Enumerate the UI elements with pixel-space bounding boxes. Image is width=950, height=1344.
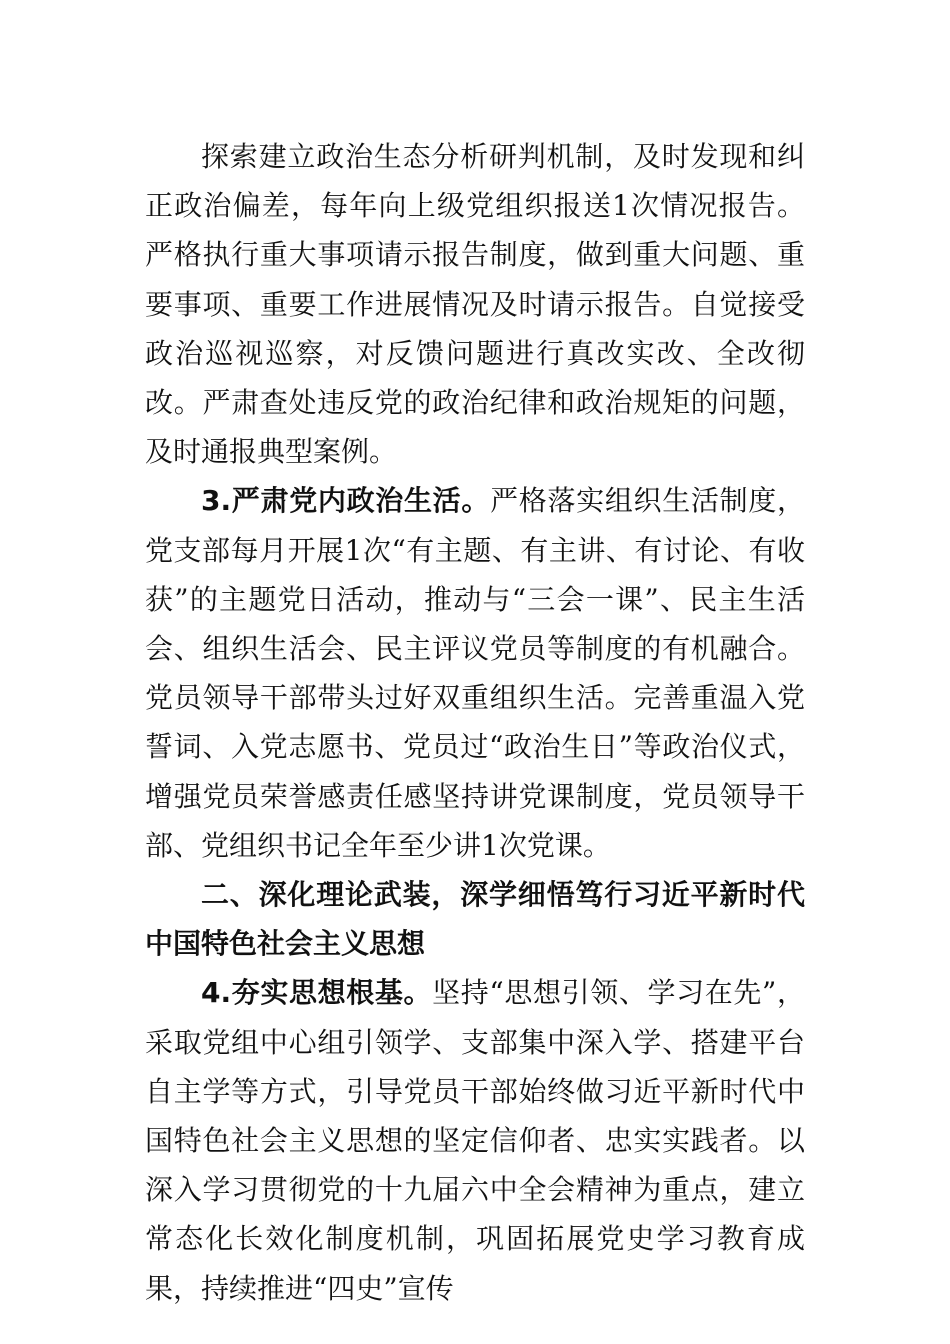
document-page	[145, 132, 805, 1313]
paragraph-lead: 3.严肃党内政治生活。	[201, 484, 491, 518]
section-heading: 二、深化理论武装，深学细悟笃行习近平新时代中国特色社会主义思想	[145, 878, 805, 961]
paragraph-text: 探索建立政治生态分析研判机制，及时发现和纠正政治偏差，每年向上级党组织报送1次情况报告。严格执行重大事项请示报告制度，做到重大问题、重要事项、重要工作进展情况及时请示报告。自觉接受政治巡视巡察，对反馈问题进行真改实改、全改彻改。严肃查处违反党的政治纪律和政治规矩的问题，及时通报典型案例。	[145, 140, 805, 469]
paragraph-ideological-foundation	[145, 968, 805, 1312]
paragraph-political-ecology	[145, 132, 805, 476]
paragraph-lead: 4.夯实思想根基。	[201, 976, 433, 1010]
paragraph-party-life	[145, 476, 805, 870]
paragraph-text: 坚持“思想引领、学习在先”，采取党组中心组引领学、支部集中深入学、搭建平台自主学等方式，引导党员干部始终做习近平新时代中国特色社会主义思想的坚定信仰者、忠实实践者。以深入学习贯彻党的十九届六中全会精神为重点，建立常态化长效化制度机制，巩固拓展党史学习教育成果，持续推进“四史”宣传	[145, 976, 805, 1305]
paragraph-text: 严格落实组织生活制度，党支部每月开展1次“有主题、有主讲、有讨论、有收获”的主题党日活动，推动与“三会一课”、民主生活会、组织生活会、民主评议党员等制度的有机融合。党员领导干部带头过好双重组织生活。完善重温入党誓词、入党志愿书、党员过“政治生日”等政治仪式，增强党员荣誉感责任感坚持讲党课制度，党员领导干部、党组织书记全年至少讲1次党课。	[145, 484, 805, 862]
